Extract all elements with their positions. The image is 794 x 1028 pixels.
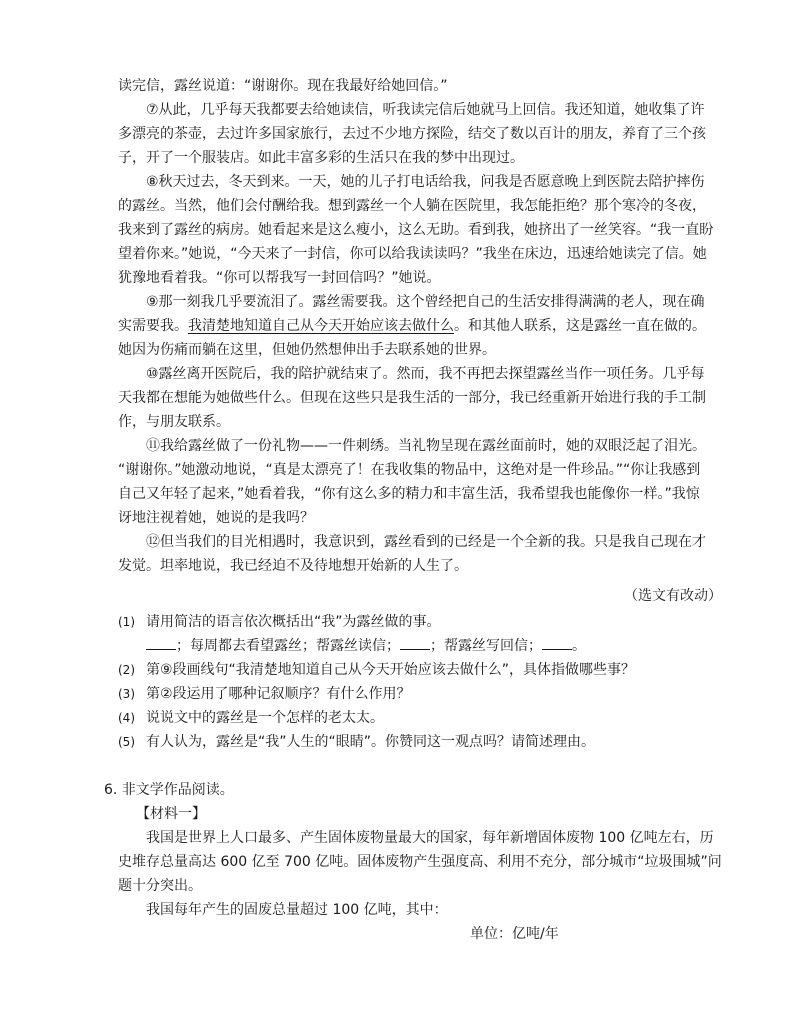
question-text: 请用简洁的语言依次概括出“我”为露丝做的事。 [146, 614, 441, 630]
material-paragraph-line: 题十分突出。 [118, 878, 202, 894]
paragraph-7-line: 子，开了一个服装店。如此丰富多彩的生活只在我的梦中出现过。 [118, 150, 524, 166]
paragraph-9-line: 她因为伤痛而躺在这里，但她仍然想伸出手去联系她的世界。 [118, 342, 496, 358]
fill-text: ；帮露丝写回信； [430, 638, 542, 654]
paragraph-9-line: ⑨那一刻我几乎要流泪了。露丝需要我。这个曾经把自己的生活安排得满满的老人，现在确 [146, 294, 705, 310]
paragraph-8-line: ⑧秋天过去，冬天到来。一天，她的儿子打电话给我，问我是否愿意晚上到医院去陪护摔伤 [146, 174, 705, 190]
question-number: (2) [118, 663, 135, 677]
question-1 [0, 610, 794, 634]
paragraph-8-line: 犹豫地看着我。“你可以帮我写一封回信吗？”她说。 [118, 270, 441, 286]
question-text: 说说文中的露丝是一个怎样的老太太。 [146, 710, 384, 726]
paragraph-8-line: 我来到了露丝的病房。她看起来是这么瘦小，这么无助。看到我，她挤出了一丝笑容。“我一直盼 [118, 222, 714, 238]
material-paragraph-line: 我国是世界上人口最多、产生固体废物量最大的国家，每年新增固体废物 100 亿吨左右，历 [146, 830, 714, 846]
question-number: (5) [118, 735, 135, 749]
paragraph-7-line: 多漂亮的茶壶，去过许多国家旅行，去过不少地方探险，结交了数以百计的朋友，养育了三个孩 [118, 126, 706, 142]
paragraph-10-line: 作，与朋友联系。 [118, 414, 230, 430]
paragraph-6-tail: 读完信，露丝说道：“谢谢你。现在我最好给她回信。” [118, 78, 448, 94]
fill-text: 。 [572, 638, 586, 654]
paragraph-9-text: 实需要我。 [118, 318, 188, 334]
paragraph-12-line: ⑫但当我们的目光相遇时，我意识到，露丝看到的已经是一个全新的我。只是我自己现在才 [146, 534, 706, 550]
question-text: 第②段运用了哪种记叙顺序？有什么作用？ [146, 686, 411, 702]
paragraph-12-line: 发觉。坦率地说，我已经迫不及待地想开始新的人生了。 [118, 558, 468, 574]
paragraph-11-line: 讶地注视着她，她说的是我吗？ [118, 510, 314, 526]
question-1-fill-line [146, 634, 722, 658]
answer-blank[interactable] [542, 635, 572, 650]
paragraph-8-line: 望着你来。”她说，“今天来了一封信，你可以给我读读吗？”我坐在床边，迅速给她读完了信。她 [118, 246, 707, 262]
question-5 [0, 730, 794, 754]
paragraph-8-line: 的露丝。当然，他们会付酬给我。想到露丝一个人躺在医院里，我怎能拒绝？那个寒冷的冬夜， [118, 198, 706, 214]
underlined-sentence: 我清楚地知道自己从今天开始应该去做什么 [188, 318, 454, 334]
paragraph-9-line [118, 314, 722, 338]
question-number: (3) [118, 687, 135, 701]
unit-label: 单位：亿吨/年 [470, 926, 559, 942]
question-2 [0, 658, 794, 682]
question-number: (4) [118, 711, 135, 725]
paragraph-10-line: ⑩露丝离开医院后，我的陪护就结束了。然而，我不再把去探望露丝当作一项任务。几乎每 [146, 366, 705, 382]
question-text: 第⑨段画线句“我清楚地知道自己从今天开始应该去做什么”，具体指做哪些事？ [146, 662, 636, 678]
answer-blank[interactable] [400, 635, 430, 650]
question-number: (1) [118, 615, 135, 629]
section-6-heading: 6. 非文学作品阅读。 [104, 782, 234, 798]
paragraph-7-line: ⑦从此，几乎每天我都要去给她读信，听我读完信后她就马上回信。我还知道，她收集了许 [146, 102, 705, 118]
paragraph-10-line: 天我都在想能为她做些什么。但现在这些只是我生活的一部分，我已经重新开始进行我的手工制 [118, 390, 706, 406]
paragraph-11-line: ⑪我给露丝做了一份礼物——一件刺绣。当礼物呈现在露丝面前时，她的双眼泛起了泪光。 [146, 438, 706, 454]
question-3 [0, 682, 794, 706]
material-paragraph-line: 史堆存总量高达 600 亿至 700 亿吨。固体废物产生强度高、利用不充分，部分城市“垃圾围城”问 [118, 854, 722, 870]
material-paragraph-line: 我国每年产生的固废总量超过 100 亿吨，其中： [146, 902, 448, 918]
material-label: 【材料一】 [136, 806, 206, 822]
question-4 [0, 706, 794, 730]
paragraph-11-line: 自己又年轻了起来，”她看着我，“你有这么多的精力和丰富生活，我希望我也能像你一样。”我惊 [118, 486, 700, 502]
fill-text: ；每周都去看望露丝；帮露丝读信； [176, 638, 400, 654]
question-text: 有人认为，露丝是“我”人生的“眼睛”。你赞同这一观点吗？请简述理由。 [146, 734, 596, 750]
answer-blank[interactable] [146, 635, 176, 650]
paragraph-9-text: 。和其他人联系，这是露丝一直在做的。 [454, 318, 706, 334]
paragraph-11-line: “谢谢你。”她激动地说，“真是太漂亮了！在我收集的物品中，这绝对是一件珍品。”“你让我感到 [118, 462, 701, 478]
source-note: （选文有改动） [624, 588, 722, 604]
